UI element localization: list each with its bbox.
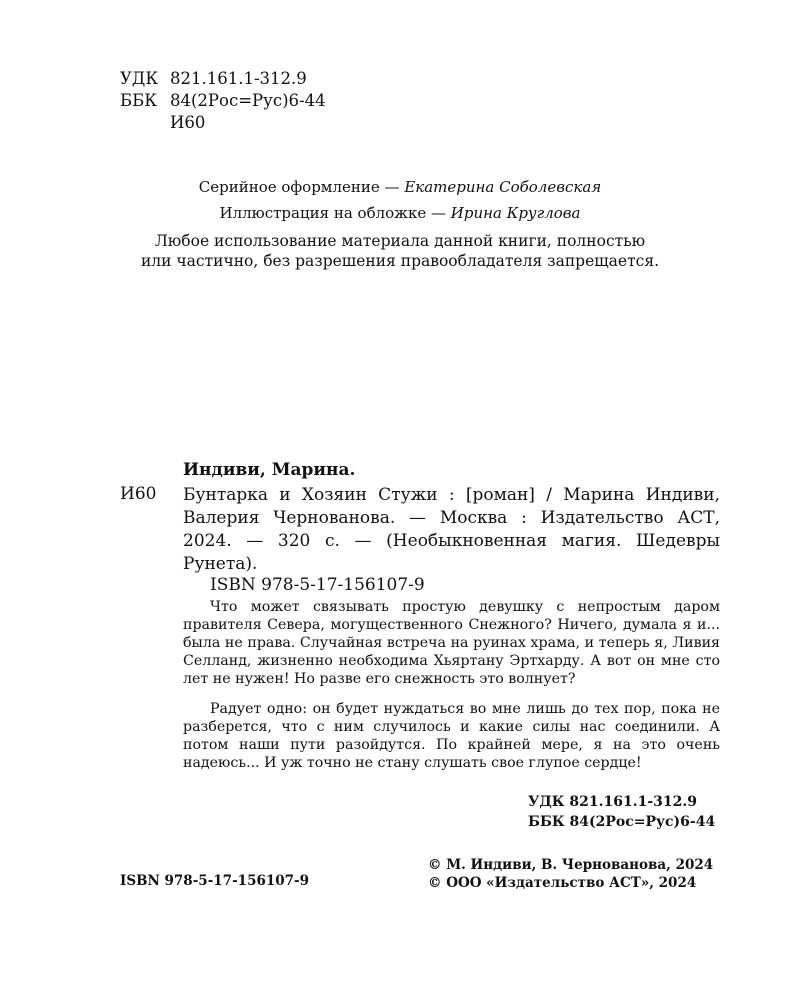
author-code: И60	[170, 113, 206, 132]
rights-line-2: или частично, без разрешения правообладателя запрещается.	[140, 252, 660, 270]
bbk-label: ББК	[120, 91, 158, 110]
udk-line	[120, 68, 326, 90]
copyright-authors: © М. Индиви, В. Чернованова, 2024	[428, 857, 714, 873]
footer-bbk-label: ББК	[528, 814, 565, 830]
rights-line-1: Любое использование материала данной книги, полностью	[154, 232, 646, 250]
footer-bbk-line	[528, 812, 715, 832]
author-heading: Индиви, Марина.	[183, 460, 356, 480]
series-design-label: Серийное оформление —	[198, 178, 400, 196]
annotation-paragraph-1	[183, 598, 720, 688]
bibliographic-description: Бунтарка и Хозяин Стужи : [роман] / Марина Индиви, Валерия Чернованова. — Москва : Издательство АСТ, 2024. — 320 с. — (Необыкновенная магия. Шедевры Рунета).	[183, 485, 720, 574]
series-design-name: Екатерина Соболевская	[404, 178, 602, 196]
annotation-text-2: Радует одно: он будет нуждаться во мне лишь до тех пор, пока не разберется, что с ним случилось и какие силы нас соединили. А потом наши пути разойдутся. По крайней мере, я на это очень надеюсь... И уж точно не стану слушать свое глупое сердце!	[183, 701, 720, 771]
annotation-paragraph-2	[183, 700, 720, 772]
rights-notice	[0, 231, 800, 271]
entry-isbn: ISBN 978-5-17-156107-9	[210, 575, 425, 595]
copyright-publisher: © ООО «Издательство АСТ», 2024	[428, 875, 697, 891]
cover-illustration-name: Ирина Круглова	[450, 204, 581, 222]
udk-value: 821.161.1-312.9	[170, 69, 307, 88]
series-design-credit	[0, 178, 800, 196]
bbk-line	[120, 90, 326, 112]
udk-label: УДК	[120, 69, 159, 88]
cover-illustration-credit	[0, 204, 800, 222]
footer-isbn: ISBN 978-5-17-156107-9	[120, 873, 310, 889]
entry-code: И60	[120, 484, 157, 504]
cover-illustration-label: Иллюстрация на обложке —	[219, 204, 446, 222]
footer-codes	[528, 792, 715, 832]
bbk-value: 84(2Рос=Рус)6-44	[170, 91, 326, 110]
copyright-block	[428, 856, 713, 892]
footer-bbk-value: 84(2Рос=Рус)6-44	[569, 814, 716, 830]
footer-udk: УДК 821.161.1-312.9	[528, 794, 698, 810]
annotation-text-1: Что может связывать простую девушку с непростым даром правителя Севера, могущественного Снежного? Ничего, думала я и... была не права. Случайная встреча на руинах храма, и теперь я, Ливия Селланд, жизненно необходима Хьяртану Эртхарду. А вот он мне сто лет не нужен! Но разве его снежность это волнует?	[183, 599, 720, 687]
classification-block	[120, 68, 326, 134]
